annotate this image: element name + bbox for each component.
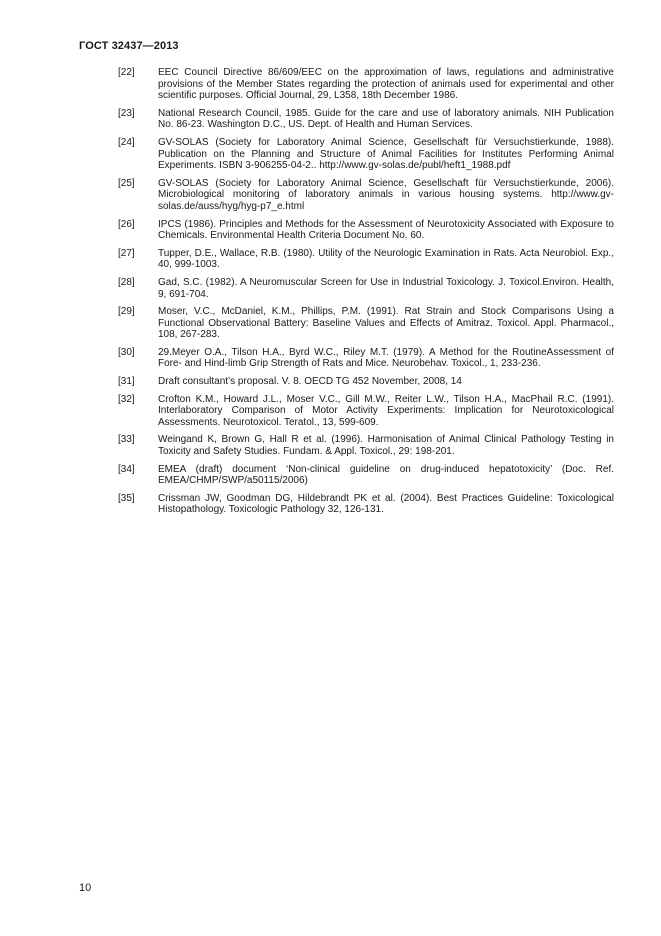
reference-text: Moser, V.C., McDaniel, K.M., Phillips, P.M. (1991). Rat Strain and Stock Comparisons Using a Functional Observational Battery: Baseline Values and Effects of Amitraz. Toxicol. Appl. Pharmacol., 108, 267-283. [158,306,614,341]
reference-item [118,347,614,370]
reference-number: [34] [118,463,135,475]
reference-text: GV-SOLAS (Society for Laboratory Animal Science, Gesellschaft für Versuchstierkunde, 1988). Publication on the Planning and Structure of Animal Facilities for Institutes Performing Animal Experiments. ISBN 3-906255-04-2.. http://www.gv-solas.de/publ/heft1_1988.pdf [158,136,614,172]
reference-item [118,137,614,172]
reference-text: Crofton K.M., Howard J.L., Moser V.C., Gill M.W., Reiter L.W., Tilson H.A., MacPhail R.C. (1991). Interlaboratory Comparison of Motor Activity Experiments: Implication for Neurotoxicological Assessments. Neurotoxicol. Teratol., 13, 599-609. [158,393,614,428]
reference-item [118,394,614,429]
reference-number: [29] [118,306,135,318]
reference-number: [22] [118,67,135,78]
reference-number: [26] [118,218,135,230]
reference-text: Crissman JW, Goodman DG, Hildebrandt PK et al. (2004). Best Practices Guideline: Toxicological Histopathology. Toxicologic Pathology 32, 126-131. [158,492,614,516]
reference-number: [25] [118,177,135,189]
reference-number: [31] [118,376,135,388]
reference-text: Draft consultant’s proposal. V. 8. OECD TG 452 November, 2008, 14 [158,376,462,388]
reference-number: [23] [118,107,135,119]
reference-item [118,67,614,102]
reference-number: [33] [118,434,135,446]
page-number: 10 [79,882,92,894]
reference-text: Tupper, D.E., Wallace, R.B. (1980). Utility of the Neurologic Examination in Rats. Acta Neurobiol. Exp., 40, 999-1003. [158,247,614,271]
reference-list [118,67,614,522]
reference-number: [28] [118,276,135,288]
reference-text: Weingand K, Brown G, Hall R et al. (1996). Harmonisation of Animal Clinical Pathology Testing in Toxicity and Safety Studies. Fundam. & Appl. Toxicol., 29: 198-201. [158,434,614,458]
reference-text: GV-SOLAS (Society for Laboratory Animal Science, Gesellschaft für Versuchstierkunde, 2006). Microbiological monitoring of laboratory animals in various housing systems. http://www.gv-solas.de/auss/hyg/hyg-p7_e.html [158,177,614,212]
reference-text: IPCS (1986). Principles and Methods for the Assessment of Neurotoxicity Associated with Exposure to Chemicals. Environmental Health Criteria Document No. 60. [158,218,614,242]
reference-item [118,376,614,388]
reference-item [118,178,614,213]
reference-item [118,108,614,131]
reference-item [118,219,614,242]
reference-number: [24] [118,136,135,148]
reference-text: EMEA (draft) document ‘Non-clinical guideline on drug-induced hepatotoxicity’ (Doc. Ref. EMEA/CHMP/SWP/a50115/2006) [158,463,614,487]
reference-text: Gad, S.C. (1982). A Neuromuscular Screen for Use in Industrial Toxicology. J. Toxicol.Environ. Health, 9, 691-704. [158,276,614,300]
document-header: ГОСТ 32437—2013 [79,40,179,52]
reference-item [118,434,614,457]
reference-text: EEC Council Directive 86/609/EEC on the approximation of laws, regulations and administrative provisions of the Member States regarding the protection of animals used for experimental and other scientific purposes. Official Journal, 29, L358, 18th December 1986. [158,67,614,102]
reference-number: [35] [118,492,135,504]
reference-text: 29.Meyer O.A., Tilson H.A., Byrd W.C., Riley M.T. (1979). A Method for the RoutineAssessment of Fore- and Hind-limb Grip Strength of Rats and Mice. Neurobehav. Toxicol., 1, 233-236. [158,346,614,370]
reference-item [118,306,614,341]
reference-text: National Research Council, 1985. Guide for the care and use of laboratory animals. NIH Publication No. 86-23. Washington D.C., US. Dept. of Health and Human Services. [158,107,614,131]
reference-number: [32] [118,393,135,405]
reference-number: [27] [118,247,135,259]
reference-number: [30] [118,346,135,358]
reference-item [118,277,614,300]
reference-item [118,493,614,516]
reference-item [118,248,614,271]
reference-item [118,464,614,487]
